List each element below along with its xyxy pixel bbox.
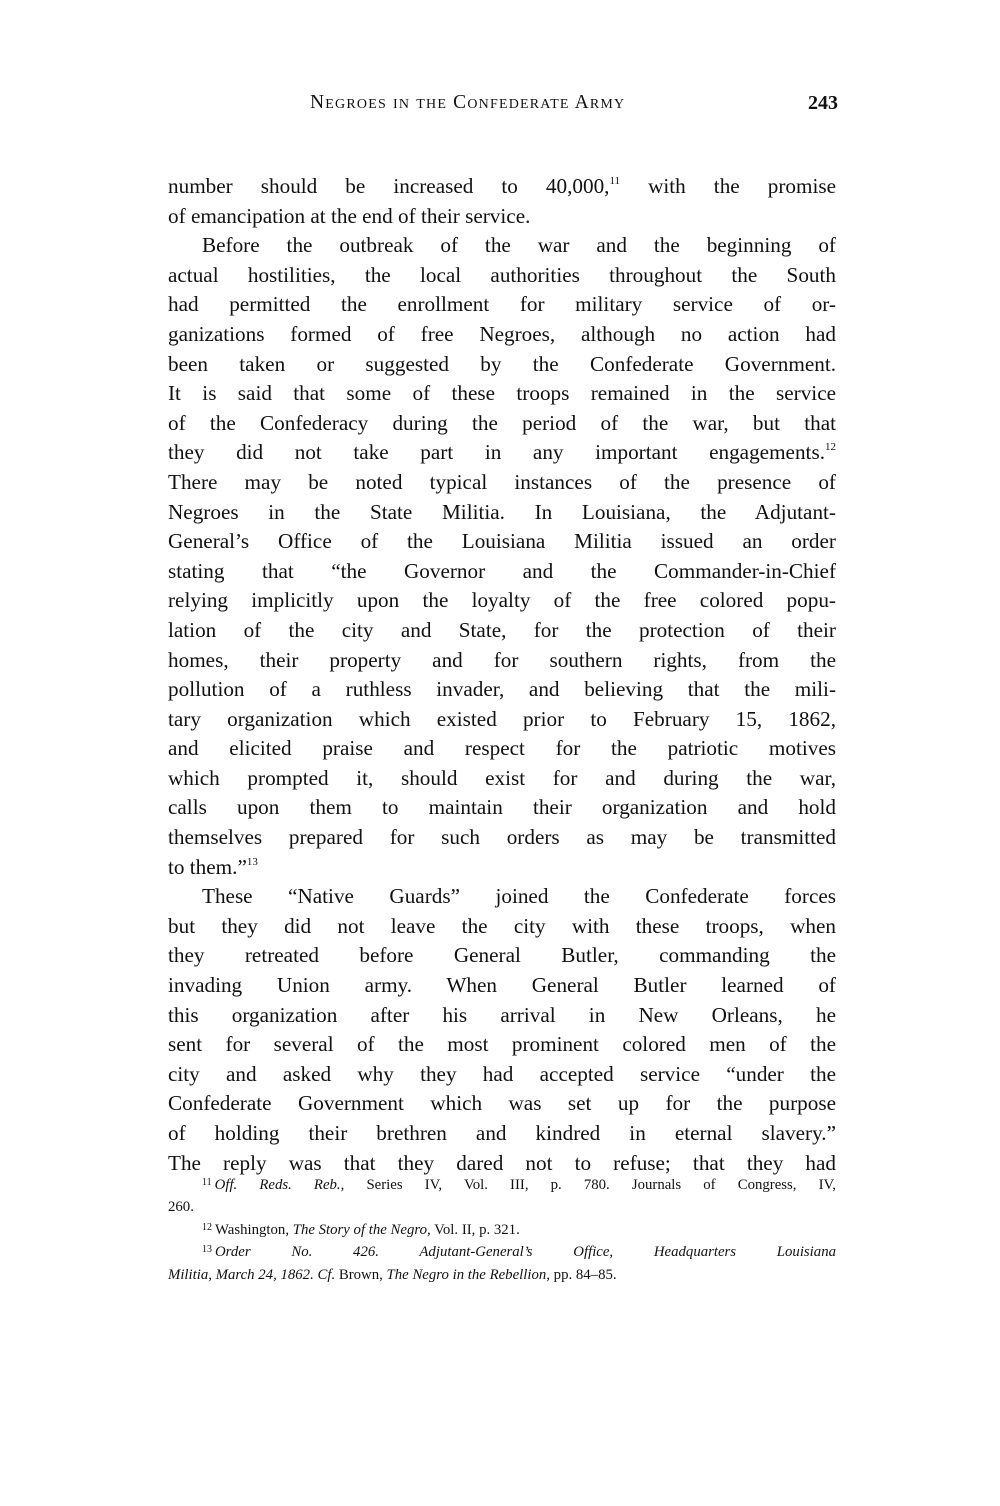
text-line: had permitted the enrollment for military service of or-: [168, 292, 836, 317]
text-line: Before the outbreak of the war and the beginning of: [202, 233, 836, 258]
footnote-12: $^{12}$ Washington, The Story of the Negro, Vol. II, p. 321.: [202, 1221, 520, 1238]
text-line: to them.”$^{13}$: [168, 854, 258, 879]
footnotes: [168, 1174, 836, 1286]
text-line: number should be increased to 40,000,11 with the promise: [168, 174, 836, 198]
text-line: invading Union army. When General Butler learned of: [168, 973, 836, 998]
text-line: they retreated before General Butler, commanding the: [168, 943, 836, 968]
text-line: been taken or suggested by the Confederate Government.: [168, 351, 836, 376]
text-line: and elicited praise and respect for the patriotic motives: [168, 736, 836, 761]
text-line: There may be noted typical instances of the presence of: [168, 469, 836, 494]
text-line: but they did not leave the city with these troops, when: [168, 913, 836, 938]
footnote-number: 12: [202, 1221, 212, 1233]
text-line: actual hostilities, the local authorities throughout the South: [168, 262, 836, 287]
text-line: It is said that some of these troops remained in the service: [168, 381, 836, 406]
text-line: themselves prepared for such orders as may be transmitted: [168, 825, 836, 850]
body-text: [168, 172, 836, 1178]
text-line: of emancipation at the end of their service.: [168, 203, 531, 228]
text-line: of holding their brethren and kindred in eternal slavery.”: [168, 1121, 836, 1145]
text-line: The reply was that they dared not to refuse; that they had: [168, 1150, 836, 1175]
text-line: city and asked why they had accepted service “under the: [168, 1061, 836, 1086]
text-line: Confederate Government which was set up for the purpose: [168, 1091, 836, 1116]
footnote-11: $^{11}$ Off. Reds. Reb., Series IV, Vol. III, p. 780. Journals of Congress, IV, 260.: [168, 1177, 837, 1216]
footnote-ref-12: 12: [825, 441, 836, 454]
text-line: stating that “the Governor and the Commander-in-Chief: [168, 558, 836, 583]
page-number: 243: [808, 92, 838, 114]
text-line: relying implicitly upon the loyalty of the free colored popu-: [168, 588, 836, 613]
text-line: tary organization which existed prior to February 15, 1862,: [168, 706, 836, 731]
text-line: this organization after his arrival in New Orleans, he: [168, 1002, 836, 1027]
text-line: ganizations formed of free Negroes, although no action had: [168, 321, 836, 346]
footnote-number: 11: [202, 1177, 212, 1188]
text-line: pollution of a ruthless invader, and believing that the mili-: [168, 677, 836, 702]
book-page: [168, 92, 838, 1283]
text-line: lation of the city and State, for the protection of their: [168, 617, 836, 642]
text-line: calls upon them to maintain their organization and hold: [168, 795, 836, 820]
running-title: Negroes in the Confederate Army: [310, 92, 626, 113]
running-head: [168, 92, 836, 132]
footnote-13: $^{13}$ Order No. 426. Adjutant-General’s Office, Headquarters Louisiana Militia, March 24, 1862. Cf. Brown, The Negro in the Rebellion, pp. 84–85.: [168, 1244, 836, 1283]
text-line: they did not take part in any important engagements.$^{12}$: [168, 440, 836, 465]
footnote-ref-13: 13: [246, 855, 258, 868]
text-line: These “Native Guards” joined the Confederate forces: [202, 884, 836, 909]
text-line: which prompted it, should exist for and during the war,: [168, 765, 836, 790]
text-line: General’s Office of the Louisiana Militia issued an order: [168, 529, 836, 554]
footnote-ref-11: 11: [609, 175, 621, 187]
text-line: homes, their property and for southern rights, from the: [168, 647, 836, 672]
footnote-number: 13: [202, 1244, 212, 1256]
text-line: Negroes in the State Militia. In Louisiana, the Adjutant-: [168, 499, 836, 524]
text-line: sent for several of the most prominent colored men of the: [168, 1032, 836, 1057]
text-line: of the Confederacy during the period of the war, but that: [168, 410, 836, 435]
